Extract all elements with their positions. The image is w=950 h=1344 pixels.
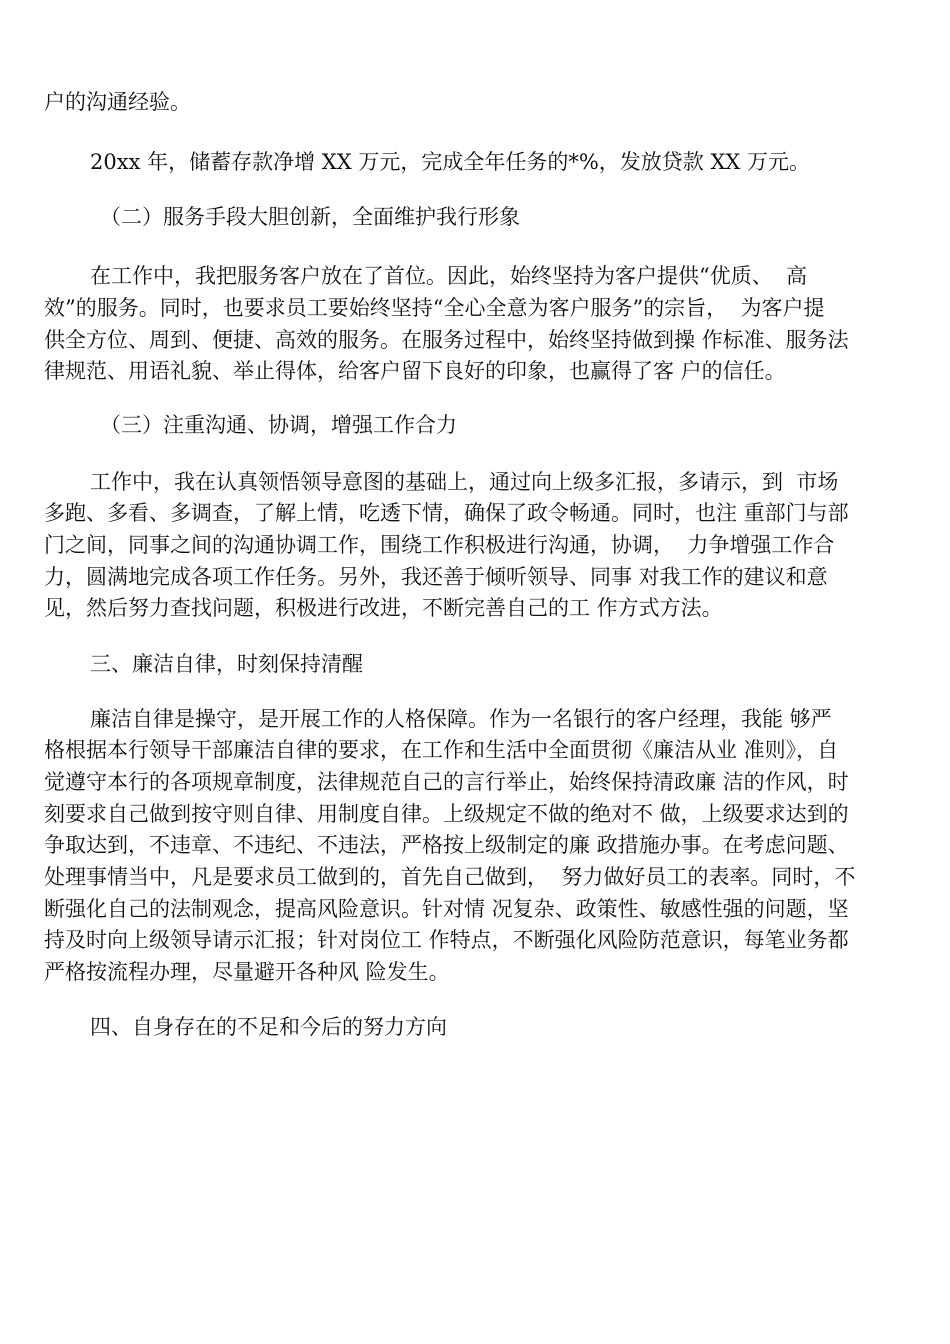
paragraph-line: 多跑、多看、多调查，了解上情，吃透下情，确保了政令畅通。同时，也注 重部门与部 — [44, 501, 849, 525]
paragraph-line: 效”的服务。同时，也要求员工要始终坚持“全心全意为客户服务”的宗旨， 为客户提 — [44, 296, 825, 320]
paragraph-line: 20xx 年，储蓄存款净增 XX 万元，完成全年任务的*%，发放贷款 XX 万元。 — [90, 150, 811, 174]
paragraph-line: 持及时向上级领导请示汇报；针对岗位工 作特点，不断强化风险防范意识，每笔业务都 — [44, 928, 849, 952]
paragraph-line: 工作中，我在认真领悟领导意图的基础上，通过向上级多汇报，多请示，到 市场 — [90, 470, 839, 494]
paragraph-line: 见，然后努力查找问题，积极进行改进，不断完善自己的工 作方式方法。 — [44, 596, 723, 620]
paragraph-line: 户的沟通经验。 — [44, 90, 191, 114]
section-subheading: （三）注重沟通、协调，增强工作合力 — [100, 413, 457, 437]
paragraph-line: 严格按流程办理，尽量避开各种风 险发生。 — [44, 960, 450, 984]
paragraph-line: 争取达到，不违章、不违纪、不违法，严格按上级制定的廉 政措施办事。在考虑问题、 — [44, 833, 849, 857]
section-subheading: （二）服务手段大胆创新，全面维护我行形象 — [100, 205, 520, 229]
paragraph-line: 力，圆满地完成各项工作任务。另外，我还善于倾听领导、同事 对我工作的建议和意 — [44, 565, 828, 589]
paragraph-line: 格根据本行领导干部廉洁自律的要求，在工作和生活中全面贯彻《廉洁从业 准则》，自 — [44, 738, 839, 762]
section-heading: 四、自身存在的不足和今后的努力方向 — [90, 1015, 447, 1039]
section-heading: 三、廉洁自律，时刻保持清醒 — [90, 652, 363, 676]
paragraph-line: 在工作中，我把服务客户放在了首位。因此，始终坚持为客户提供“优质、 高 — [90, 264, 808, 288]
paragraph-line: 门之间，同事之间的沟通协调工作，围绕工作积极进行沟通，协调， 力争增强工作合 — [44, 533, 835, 557]
paragraph-line: 供全方位、周到、便捷、高效的服务。在服务过程中，始终坚持做到操 作标准、服务法 — [44, 328, 849, 352]
paragraph-line: 刻要求自己做到按守则自律、用制度自律。上级规定不做的绝对不 做，上级要求达到的 — [44, 802, 849, 826]
paragraph-line: 律规范、用语礼貌、举止得体，给客户留下良好的印象，也赢得了客 户的信任。 — [44, 359, 786, 383]
paragraph-line: 觉遵守本行的各项规章制度，法律规范自己的言行举止，始终保持清政廉 洁的作风，时 — [44, 770, 849, 794]
paragraph-line: 处理事情当中，凡是要求员工做到的，首先自己做到， 努力做好员工的表率。同时，不 — [44, 865, 856, 889]
paragraph-line: 断强化自己的法制观念，提高风险意识。针对情 况复杂、政策性、敏感性强的问题，坚 — [44, 897, 849, 921]
paragraph-line: 廉洁自律是操守，是开展工作的人格保障。作为一名银行的客户经理，我能 够严 — [90, 707, 832, 731]
